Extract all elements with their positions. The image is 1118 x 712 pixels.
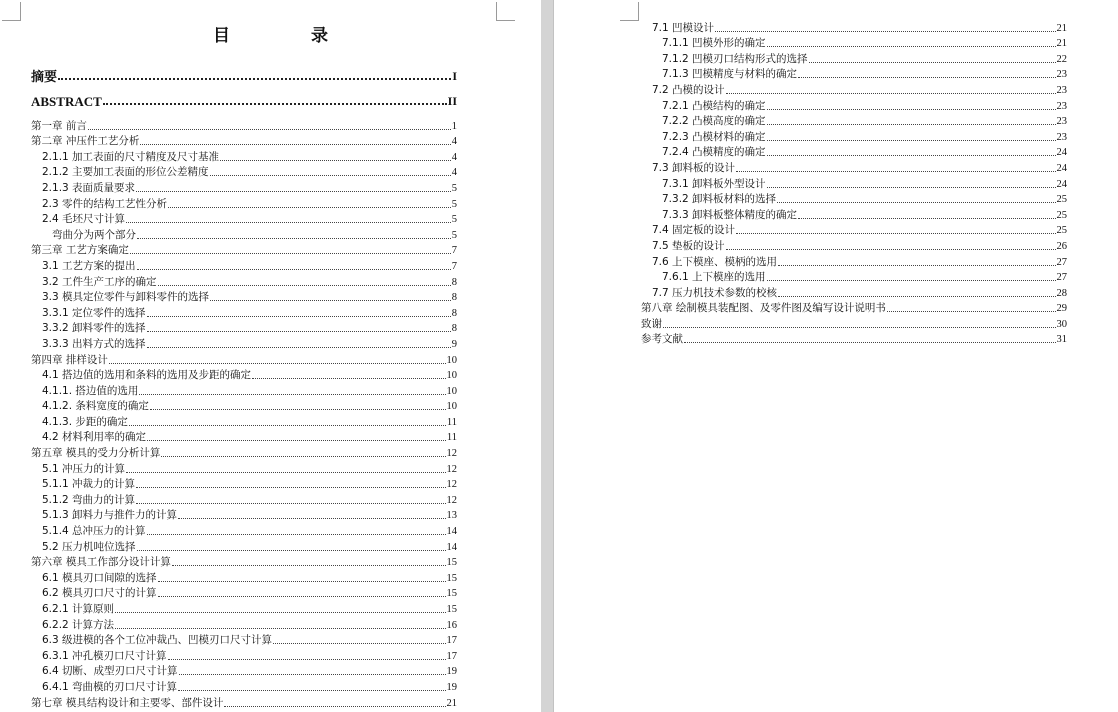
toc-dot-leader bbox=[58, 77, 451, 80]
toc-entry-label: 第八章 绘制模具装配图、及零件图及编写设计说明书 bbox=[641, 302, 886, 315]
toc-dot-leader bbox=[158, 284, 451, 286]
toc-dot-leader bbox=[172, 564, 446, 566]
toc-entry-label: 第六章 模具工作部分设计计算 bbox=[31, 556, 171, 569]
toc-entry-label: 7.5 垫板的设计 bbox=[652, 239, 725, 252]
toc-entry[interactable] bbox=[641, 191, 1067, 207]
toc-entry-page-number: 4 bbox=[451, 136, 457, 148]
toc-entry-page-number: 24 bbox=[1056, 162, 1067, 174]
toc-entry[interactable] bbox=[31, 117, 457, 133]
toc-entry-page-number: 26 bbox=[1056, 240, 1067, 252]
toc-entry-label: 5.1.4 总冲压力的计算 bbox=[42, 525, 146, 538]
toc-entry[interactable] bbox=[641, 269, 1067, 285]
toc-entry-page-number: 8 bbox=[451, 323, 457, 335]
toc-dot-leader bbox=[168, 206, 451, 208]
toc-entry[interactable] bbox=[31, 694, 457, 710]
toc-dot-leader bbox=[136, 486, 445, 488]
toc-entry-page-number: 10 bbox=[446, 354, 457, 366]
toc-entry[interactable] bbox=[31, 538, 457, 554]
toc-entry-label: 4.2 材料利用率的确定 bbox=[42, 431, 147, 444]
toc-entry-page-number: 7 bbox=[451, 245, 457, 257]
toc-entry-page-number: 22 bbox=[1056, 53, 1067, 65]
toc-entry-page-number: I bbox=[452, 69, 457, 83]
toc-dot-leader bbox=[767, 154, 1056, 156]
toc-entry-label: 3.1 工艺方案的提出 bbox=[42, 259, 136, 272]
toc-entry-page-number: 14 bbox=[446, 526, 457, 538]
toc-entry-page-number: 27 bbox=[1056, 272, 1067, 284]
toc-dot-leader bbox=[115, 627, 445, 629]
toc-entry[interactable] bbox=[31, 351, 457, 367]
toc-dot-leader bbox=[147, 533, 446, 535]
toc-dot-leader bbox=[158, 595, 446, 597]
toc-entry-page-number: 12 bbox=[446, 479, 457, 491]
toc-entry[interactable] bbox=[641, 97, 1067, 113]
toc-entry-label: 4.1.2. 条料宽度的确定 bbox=[42, 400, 149, 413]
toc-entry[interactable] bbox=[31, 83, 457, 108]
toc-entry[interactable] bbox=[31, 367, 457, 383]
toc-entry-page-number: 5 bbox=[451, 182, 457, 194]
toc-entry[interactable] bbox=[641, 113, 1067, 129]
toc-entry-label: 7.2.4 凸模精度的确定 bbox=[662, 146, 766, 159]
toc-entry-page-number: 5 bbox=[451, 214, 457, 226]
toc-entry[interactable] bbox=[31, 522, 457, 538]
toc-dot-leader bbox=[103, 102, 447, 105]
toc-dot-leader bbox=[220, 159, 451, 161]
toc-dot-leader bbox=[767, 139, 1056, 141]
toc-entry-page-number: 5 bbox=[451, 198, 457, 210]
toc-entry-page-number: 25 bbox=[1056, 225, 1067, 237]
toc-entry-label: 5.1 冲压力的计算 bbox=[42, 462, 126, 475]
toc-entry[interactable] bbox=[31, 663, 457, 679]
toc-entry-label: 5.1.3 卸料力与推件力的计算 bbox=[42, 509, 178, 522]
toc-dot-leader bbox=[663, 326, 1056, 328]
toc-entry-label: 弯曲分为两个部分 bbox=[52, 228, 136, 241]
toc-entry-page-number: 12 bbox=[446, 463, 457, 475]
toc-entry[interactable] bbox=[641, 284, 1067, 300]
toc-entry[interactable] bbox=[641, 144, 1067, 160]
toc-entry[interactable] bbox=[31, 616, 457, 632]
toc-entry-label: 3.2 工件生产工序的确定 bbox=[42, 275, 157, 288]
toc-entry-label: 6.2.1 计算原则 bbox=[42, 603, 115, 615]
toc-dot-leader bbox=[715, 30, 1055, 32]
toc-entry-label: 7.1.3 凹模精度与材料的确定 bbox=[662, 68, 798, 81]
toc-entry-label: 7.2.1 凸模结构的确定 bbox=[662, 99, 766, 112]
toc-entry-label: 第五章 模具的受力分析计算 bbox=[31, 447, 161, 460]
toc-entry-label: 7.3 卸料板的设计 bbox=[652, 161, 736, 174]
toc-dot-leader bbox=[126, 471, 445, 473]
toc-dot-leader bbox=[137, 268, 451, 270]
toc-dot-leader bbox=[778, 295, 1055, 297]
toc-entry-page-number: 1 bbox=[451, 120, 457, 132]
toc-entry-page-number: 15 bbox=[446, 604, 457, 615]
toc-entry[interactable] bbox=[641, 253, 1067, 269]
page-corner-mark bbox=[2, 2, 21, 21]
toc-entry-page-number: 21 bbox=[446, 697, 457, 709]
toc-entry-page-number: 8 bbox=[451, 276, 457, 288]
toc-entry-label: 7.7 压力机技术参数的校核 bbox=[652, 286, 778, 299]
toc-entry[interactable] bbox=[31, 647, 457, 663]
toc-entry-label: 7.6 上下模座、模柄的选用 bbox=[652, 255, 778, 268]
toc-dot-leader bbox=[109, 362, 446, 364]
toc-entry-label: 5.1.1 冲裁力的计算 bbox=[42, 478, 136, 491]
toc-dot-leader bbox=[147, 330, 451, 332]
toc-entry-page-number: 23 bbox=[1056, 69, 1067, 81]
toc-entry[interactable] bbox=[31, 600, 457, 616]
toc-entry[interactable] bbox=[31, 195, 457, 211]
toc-dot-leader bbox=[88, 128, 451, 130]
toc-entry-page-number: 5 bbox=[451, 229, 457, 241]
toc-entry[interactable] bbox=[31, 476, 457, 492]
toc-entry[interactable] bbox=[31, 507, 457, 523]
toc-entry[interactable] bbox=[31, 632, 457, 648]
toc-entry-page-number: 15 bbox=[446, 588, 457, 600]
toc-dot-leader bbox=[210, 299, 451, 301]
toc-entry-page-number: 28 bbox=[1056, 287, 1067, 299]
toc-dot-leader bbox=[798, 217, 1055, 219]
toc-dot-leader bbox=[778, 264, 1055, 266]
toc-entry-label: 致谢 bbox=[641, 317, 662, 330]
toc-entry-page-number: 21 bbox=[1056, 38, 1067, 50]
toc-entry[interactable] bbox=[641, 237, 1067, 253]
toc-entry-page-number: 13 bbox=[446, 510, 457, 522]
toc-dot-leader bbox=[140, 143, 450, 145]
toc-entry[interactable] bbox=[31, 148, 457, 164]
toc-entry[interactable] bbox=[641, 159, 1067, 175]
toc-dot-leader bbox=[136, 502, 445, 504]
toc-entry-page-number: 17 bbox=[446, 635, 457, 647]
toc-entry-page-number: 8 bbox=[451, 292, 457, 304]
toc-entry[interactable] bbox=[31, 58, 457, 83]
toc-dot-leader bbox=[210, 174, 451, 176]
toc-dot-leader bbox=[736, 232, 1055, 234]
toc-entry-label: 参考文献 bbox=[641, 333, 683, 346]
toc-entry[interactable] bbox=[31, 398, 457, 414]
toc-dot-leader bbox=[726, 92, 1056, 94]
toc-entry-page-number: 24 bbox=[1056, 178, 1067, 190]
toc-dot-leader bbox=[178, 689, 445, 691]
toc-dot-leader bbox=[115, 611, 445, 613]
toc-list-right bbox=[641, 19, 1067, 346]
toc-entry-page-number: 9 bbox=[451, 338, 457, 350]
toc-entry-page-number: 19 bbox=[446, 681, 457, 693]
toc-entry-page-number: 27 bbox=[1056, 256, 1067, 268]
toc-entry-label: 摘要 bbox=[31, 69, 58, 84]
toc-dot-leader bbox=[887, 310, 1056, 312]
toc-dot-leader bbox=[178, 517, 445, 519]
toc-entry-page-number: 4 bbox=[451, 167, 457, 179]
toc-entry[interactable] bbox=[31, 133, 457, 149]
toc-entry[interactable] bbox=[31, 226, 457, 242]
toc-entry[interactable] bbox=[31, 320, 457, 336]
page-corner-mark bbox=[496, 2, 515, 21]
toc-entry[interactable] bbox=[641, 206, 1067, 222]
toc-dot-leader bbox=[767, 45, 1056, 47]
toc-dot-leader bbox=[158, 580, 446, 582]
toc-entry-label: 4.1.3. 步距的确定 bbox=[42, 415, 128, 428]
toc-entry[interactable] bbox=[641, 331, 1067, 347]
toc-entry-label: 2.1.1 加工表面的尺寸精度及尺寸基准 bbox=[42, 150, 220, 163]
toc-entry[interactable] bbox=[641, 19, 1067, 35]
toc-entry-page-number: 23 bbox=[1056, 131, 1067, 143]
toc-entry-page-number: 11 bbox=[446, 416, 457, 428]
toc-entry-page-number: 15 bbox=[446, 557, 457, 569]
toc-entry-label: 第四章 排样设计 bbox=[31, 353, 108, 366]
toc-entry-page-number: 25 bbox=[1056, 209, 1067, 221]
toc-entry-label: 第三章 工艺方案确定 bbox=[31, 244, 129, 257]
toc-dot-leader bbox=[767, 108, 1056, 110]
toc-entry-page-number: 8 bbox=[451, 307, 457, 319]
toc-entry[interactable] bbox=[641, 66, 1067, 82]
toc-entry[interactable] bbox=[31, 211, 457, 227]
toc-entry-page-number: 7 bbox=[451, 260, 457, 272]
toc-entry[interactable] bbox=[31, 273, 457, 289]
toc-dot-leader bbox=[147, 439, 446, 441]
toc-entry-page-number: 30 bbox=[1056, 318, 1067, 330]
toc-entry[interactable] bbox=[31, 242, 457, 258]
toc-title: 目 录 bbox=[213, 26, 360, 46]
toc-entry-label: 6.4 切断、成型刃口尺寸计算 bbox=[42, 665, 178, 678]
toc-entry[interactable] bbox=[31, 413, 457, 429]
toc-dot-leader bbox=[179, 673, 446, 675]
toc-entry-page-number: 17 bbox=[446, 650, 457, 662]
toc-dot-leader bbox=[161, 455, 445, 457]
toc-entry-page-number: 31 bbox=[1056, 334, 1067, 346]
toc-entry-label: 3.3 模具定位零件与卸料零件的选择 bbox=[42, 291, 210, 304]
toc-entry-page-number: 10 bbox=[446, 370, 457, 382]
toc-entry-label: 7.4 固定板的设计 bbox=[652, 224, 736, 237]
toc-entry-page-number: 12 bbox=[446, 448, 457, 460]
toc-entry-page-number: 15 bbox=[446, 572, 457, 584]
toc-dot-leader bbox=[126, 221, 451, 223]
toc-entry-page-number: 23 bbox=[1056, 116, 1067, 128]
toc-entry[interactable] bbox=[31, 289, 457, 305]
toc-dot-leader bbox=[168, 658, 446, 660]
toc-entry[interactable] bbox=[31, 304, 457, 320]
toc-dot-leader bbox=[137, 237, 451, 239]
toc-entry[interactable] bbox=[641, 300, 1067, 316]
toc-entry[interactable] bbox=[641, 128, 1067, 144]
toc-entry-label: 7.2.2 凸模高度的确定 bbox=[662, 115, 766, 128]
toc-entry-label: 7.2 凸模的设计 bbox=[652, 83, 725, 96]
toc-entry-page-number: 21 bbox=[1056, 22, 1067, 34]
toc-spacer bbox=[31, 108, 457, 117]
toc-dot-leader bbox=[136, 190, 451, 192]
toc-entry-page-number: 11 bbox=[446, 432, 457, 444]
toc-entry-label: 7.2.3 凸模材料的确定 bbox=[662, 130, 766, 143]
toc-dot-leader bbox=[130, 252, 451, 254]
toc-entry-label: 6.2 模具刃口尺寸的计算 bbox=[42, 587, 157, 600]
toc-entry-label: 7.1.1 凹模外形的确定 bbox=[662, 37, 766, 50]
toc-dot-leader bbox=[809, 61, 1056, 63]
toc-entry-page-number: 19 bbox=[446, 666, 457, 678]
toc-entry-page-number: 29 bbox=[1056, 303, 1067, 315]
toc-entry-page-number: 16 bbox=[446, 619, 457, 631]
toc-entry-label: 2.1.3 表面质量要求 bbox=[42, 181, 136, 194]
toc-entry-label: ABSTRACT bbox=[31, 94, 102, 109]
toc-dot-leader bbox=[798, 76, 1055, 78]
toc-dot-leader bbox=[147, 315, 451, 317]
toc-dot-leader bbox=[767, 186, 1056, 188]
toc-entry[interactable] bbox=[641, 315, 1067, 331]
toc-entry[interactable] bbox=[31, 554, 457, 570]
page-corner-mark bbox=[620, 2, 639, 21]
toc-dot-leader bbox=[777, 201, 1055, 203]
toc-entry-label: 7.1.2 凹模刃口结构形式的选择 bbox=[662, 52, 808, 65]
toc-entry-label: 5.1.2 弯曲力的计算 bbox=[42, 493, 136, 506]
toc-entry[interactable] bbox=[31, 491, 457, 507]
toc-entry-label: 4.1 搭边值的选用和条料的选用及步距的确定 bbox=[42, 369, 252, 382]
toc-entry[interactable] bbox=[31, 257, 457, 273]
toc-entry-page-number: 10 bbox=[446, 401, 457, 413]
toc-entry-label: 7.6.1 上下模座的选用 bbox=[662, 271, 766, 284]
toc-dot-leader bbox=[224, 705, 445, 707]
toc-entry-label: 3.3.2 卸料零件的选择 bbox=[42, 322, 146, 335]
toc-entry-label: 第七章 模具结构设计和主要零、部件设计 bbox=[31, 696, 224, 709]
toc-entry-label: 6.1 模具刃口间隙的选择 bbox=[42, 571, 157, 584]
toc-entry-label: 7.3.2 卸料板材料的选择 bbox=[662, 193, 777, 206]
toc-entry-label: 2.3 零件的结构工艺性分析 bbox=[42, 197, 168, 210]
toc-dot-leader bbox=[767, 279, 1056, 281]
toc-entry-page-number: 23 bbox=[1056, 84, 1067, 96]
toc-entry[interactable] bbox=[641, 35, 1067, 51]
toc-entry[interactable] bbox=[31, 164, 457, 180]
toc-dot-leader bbox=[150, 408, 446, 410]
toc-list-left bbox=[31, 58, 457, 710]
toc-entry[interactable] bbox=[31, 429, 457, 445]
toc-entry-label: 2.4 毛坯尺寸计算 bbox=[42, 213, 126, 226]
toc-entry[interactable] bbox=[31, 179, 457, 195]
toc-entry-label: 5.2 压力机吨位选择 bbox=[42, 540, 136, 553]
toc-entry-label: 第二章 冲压件工艺分析 bbox=[31, 135, 140, 148]
toc-entry-page-number: 4 bbox=[451, 151, 457, 163]
toc-entry-label: 6.4.1 弯曲模的刃口尺寸计算 bbox=[42, 680, 178, 693]
toc-dot-leader bbox=[684, 341, 1056, 343]
toc-entry-page-number: 25 bbox=[1056, 194, 1067, 206]
toc-entry[interactable] bbox=[31, 678, 457, 694]
toc-entry-label: 2.1.2 主要加工表面的形位公差精度 bbox=[42, 166, 209, 179]
toc-entry-label: 第一章 前言 bbox=[31, 119, 87, 132]
toc-entry[interactable] bbox=[31, 335, 457, 351]
toc-dot-leader bbox=[273, 642, 445, 644]
toc-entry-page-number: 23 bbox=[1056, 100, 1067, 112]
toc-entry-page-number: II bbox=[447, 94, 457, 108]
toc-entry[interactable] bbox=[641, 81, 1067, 97]
toc-entry-page-number: 14 bbox=[446, 541, 457, 553]
toc-entry[interactable] bbox=[31, 444, 457, 460]
toc-entry[interactable] bbox=[31, 569, 457, 585]
toc-dot-leader bbox=[767, 123, 1056, 125]
toc-entry[interactable] bbox=[641, 175, 1067, 191]
toc-entry[interactable] bbox=[31, 382, 457, 398]
toc-entry-page-number: 24 bbox=[1056, 147, 1067, 159]
toc-entry-label: 7.1 凹模设计 bbox=[652, 21, 715, 34]
toc-entry-label: 4.1.1. 搭边值的选用 bbox=[42, 384, 139, 397]
toc-dot-leader bbox=[252, 377, 445, 379]
toc-entry-label: 3.3.1 定位零件的选择 bbox=[42, 306, 146, 319]
toc-dot-leader bbox=[139, 393, 445, 395]
toc-entry[interactable] bbox=[31, 460, 457, 476]
toc-entry[interactable] bbox=[31, 585, 457, 601]
toc-entry-label: 3.3.3 出料方式的选择 bbox=[42, 337, 146, 350]
toc-dot-leader bbox=[726, 248, 1056, 250]
toc-entry[interactable] bbox=[641, 50, 1067, 66]
toc-entry-label: 6.3 级进模的各个工位冲裁凸、凹模刃口尺寸计算 bbox=[42, 634, 273, 647]
toc-dot-leader bbox=[129, 424, 446, 426]
toc-entry-label: 7.3.1 卸料板外型设计 bbox=[662, 177, 766, 190]
toc-dot-leader bbox=[736, 170, 1055, 172]
toc-entry-label: 7.3.3 卸料板整体精度的确定 bbox=[662, 208, 798, 221]
toc-entry-page-number: 10 bbox=[446, 385, 457, 397]
toc-entry-page-number: 12 bbox=[446, 494, 457, 506]
toc-entry-label: 6.3.1 冲孔模刃口尺寸计算 bbox=[42, 649, 167, 662]
toc-dot-leader bbox=[137, 549, 446, 551]
toc-dot-leader bbox=[147, 346, 451, 348]
toc-entry[interactable] bbox=[641, 222, 1067, 238]
toc-entry-label: 6.2.2 计算方法 bbox=[42, 618, 115, 631]
